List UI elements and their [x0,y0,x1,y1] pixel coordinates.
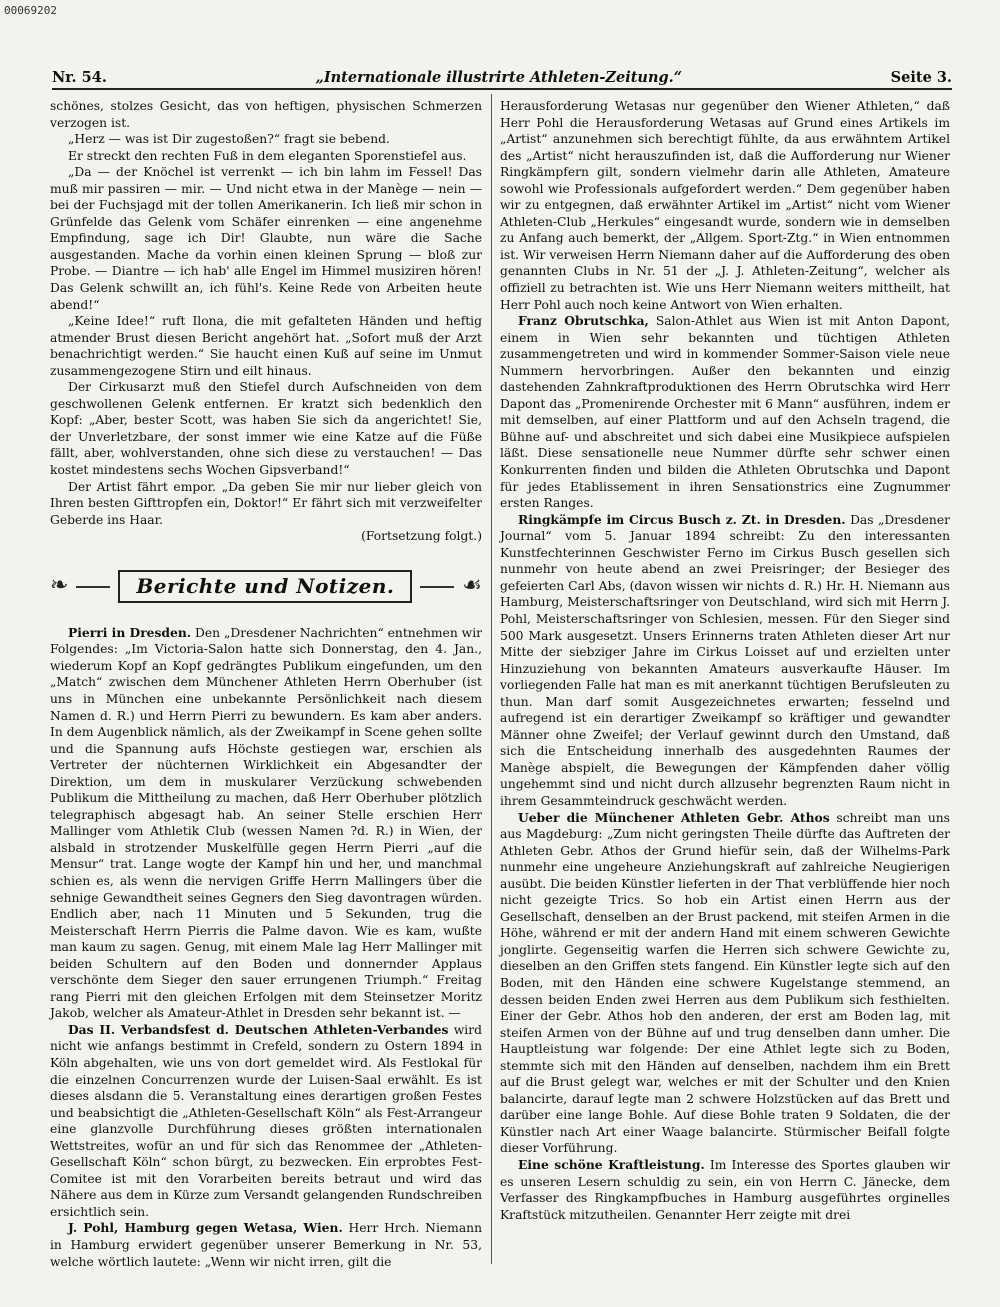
ornament-line [76,586,110,588]
story-paragraph: Der Artist fährt empor. „Da geben Sie mir nur lieber gleich von Ihren besten Gifttropfen ein, Doktor!“ Er fährt sich mit verzweifelter Geberde ins Haar. [50,479,482,527]
ornament-line [420,586,454,588]
right-column [500,98,950,1223]
report-paragraph [50,1022,482,1221]
report-text: Im Interesse des Sportes glauben wir es unseren Lesern schuldig zu sein, ein von Herrn C. Jänecke, dem Verfasser des Ringkampfbuches in Hamburg ausgeführtes orginelles Kraftstück mitzutheilen. Genannter Herr zeigte mit drei [500,1158,951,1222]
continued-note: (Fortsetzung folgt.) [361,529,482,544]
report-heading: Franz Obrutschka, [518,313,649,329]
report-continuation: Herausforderung Wetasas nur gegenüber den Wiener Athleten,“ daß Herr Pohl die Herausforderung Wetasas auf Grund eines Artikels im „Artist“ anzunehmen sich berechtigt fühlte, da aus erwähntem Artikel des „Artist“ nicht herauszufinden ist, daß die Aufforderung nur Wiener Ringkämpfern gilt, sondern vielmehr darin alle Athleten, Amateure sowohl wie Professionals aufgefordert werden.“ Dem gegenüber haben wir zu entgegnen, daß erwähnter Artikel im „Artist“ nicht vom Wiener Athleten-Club „Herkules“ eingesandt wurde, sondern wie in demselben zu Anfang auch bemerkt, der „Allgem. Sport-Ztg.“ in Wien entnommen ist. Wir verweisen Herrn Niemann daher auf die Aufforderung des oben genannten Clubs in Nr. 51 der „J. J. Athleten-Zeitung“, welcher als offiziell zu betrachten ist. Wie uns Herr Niemann weiters mittheilt, hat Herr Pohl auch noch keine Antwort von Wien erhalten. [500,99,950,312]
report-text: Den „Dresdener Nachrichten“ entnehmen wir Folgendes: „Im Victoria-Salon hatte sich Donnerstag, den 4. Jan., wiederum Kopf an Kopf gedrängtes Publikum eingefunden, um den „Match“ zwischen dem Münchener Athleten Herrn Oberhuber (ist uns in München eine unbekannte Persönlichkeit nach diesem Namen d. R.) und Herrn Pierri zu bewundern. Es kam aber anders. In dem Augenblick nämlich, als der Zweikampf in Scene gehen sollte und die Spannung aufs Höchste gestiegen war, erschien als Vertreter der nüchternen Wirklichkeit ein Abgesandter der Direktion, um dem in muskularer Verzückung schwebenden Publikum die Mittheilung zu machen, daß Herr Oberhuber plötzlich telegraphisch abgesagt hab. An seiner Stelle erschien Herr Mallinger vom Athletik Club (wessen Namen ?d. R.) in Wien, der alsbald in strotzender Muskelfülle gegen Herrn Pierri „auf die Mensur“ trat. Lange wogte der Kampf hin und her, und manchmal schien es, als wenn die nervigen Griffe Herrn Mallingers über die sehnige Gewandtheit seines Gegners den Sieg davontragen würden. Endlich aber, nach 11 Minuten und 5 Sekunden, trug die Meisterschaft Herrn Pierris die Palme davon. Wie es kam, wußte man kaum zu sagen. Genug, mit einem Male lag Herr Mallinger mit beiden Schultern auf den Boden und donnernder Applaus verschönte dem Sieger den sauer errungenen Triumph.“ Freitag rang Pierri mit den gleichen Erfolgen mit dem Steinsetzer Moritz Jakob, welcher als Amateur-Athlet in Dresden sehr bekannt ist. — [50,625,483,1021]
report-heading: Pierri in Dresden. [68,624,192,640]
report-heading: J. Pohl, Hamburg gegen Wetasa, Wien. [68,1220,343,1236]
column-divider [491,94,492,1264]
report-text: schreibt man uns aus Magdeburg: „Zum nicht geringsten Theile dürfte das Auftreten der Athleten Gebr. Athos der Grund hiefür sein, daß der Wilhelms-Park nunmehr eine ungeheure Anziehungskraft auf zahlreiche Neugierigen ausübt. Die beiden Künstler lieferten in der That verblüffende hier noch nicht gezeigte Trics. So hob ein Artist einen Herrn aus der Gesellschaft, denselben an der Brust packend, mit steifen Armen in die Höhe, während er mit der andern Hand mit einem schweren Gewichte jonglirte. Gegenseitig warfen die Herren sich schwere Gewichte zu, dieselben an den Griffen stets fangend. Ein Künstler legte sich auf den Boden, mit den Händen eine schwere Kugelstange stemmend, an dessen beiden Enden zwei Herren aus dem Publikum sich festhielten. Einer der Gebr. Athos hob den anderen, der erst am Boden lag, mit steifen Armen von der Bühne auf und trug denselben dann umher. Die Hauptleistung war folgende: Der eine Athlet legte sich zu Boden, stemmte sich mit den Händen auf denselben, nachdem ihm ein Brett auf die Brust gelegt war, welches er mit der Schulter und den Knien balancirte, darauf legte man 2 schwere Holzstücken auf das Brett und darüber eine lange Bohle. Auf diese Bohle traten 9 Soldaten, die der Künstler nach Art einer Waage balancirte. Stürmischer Beifall folgte dieser Vorführung. [500,810,950,1156]
report-paragraph [500,1157,950,1223]
story-paragraph: Er streckt den rechten Fuß in dem eleganten Sporenstiefel aus. [68,148,467,163]
report-heading: Eine schöne Kraftleistung. [518,1157,705,1172]
report-heading: Das II. Verbandsfest d. Deutschen Athleten-Verbandes [68,1021,449,1037]
story-paragraph: „Da — der Knöchel ist verrenkt — ich bin lahm im Fessel! Das muß mir passiren — mir. — Und nicht etwa in der Manège — nein — bei der Fuchsjagd mit der tollen Amerikanerin. Ich ließ mir schon in Grünfelde das Gelenk vom Schäfer einrenken — eine angenehme Empfindung, sage ich Dir! Glaubte, nun wäre die Sache ausgestanden. Mache da vorhin einen kleinen Sprung — bloß zur Probe. — Diantre — ich hab' alle Engel im Himmel musiziren hören! Das Gelenk schwillt an, ich fühl's. Keine Rede von Arbeiten heute abend!“ [50,165,482,312]
story-paragraph: „Keine Idee!“ ruft Ilona, die mit gefalteten Händen und heftig atmender Brust diesen Bericht angehört hat. „Sofort muß der Arzt benachrichtigt werden.“ Sie haucht einen Kuß auf seine im Unmut zusammengezogene Stirn und eilt hinaus. [50,314,482,378]
report-paragraph [500,313,950,512]
scan-id: 00069202 [4,4,57,17]
page-header [52,60,952,90]
report-heading: Ueber die Münchener Athleten Gebr. Athos [518,809,830,825]
ornament-right-icon: ☙ [462,573,482,599]
report-text: Das „Dresdener Journal“ vom 5. Januar 1894 schreibt: Zu den interessanten Kunstfechterinnen Geschwister Ferno im Cirkus Busch gesellen sich nunmehr von heute abend an zwei Preisringer; der Besieger des gefeierten Carl Abs, (davon wissen wir nichts d. R.) Hr. H. Niemann aus Hamburg, Meisterschaftsringer von Deutschland, wird sich mit Herrn J. Pohl, Meisterschaftsringer von Schlesien, messen. Für den Sieger sind 500 Mark ausgesetzt. Unsers Erinnerns traten Athleten dieser Art nur Mitte der siebziger Jahre im Cirkus Loisset auf und erzielten unter Hinzuziehung von bekannten Amateurs ausverkaufte Häuser. Im vorliegenden Falle hat man es mit anerkannt tüchtigen Berufsleuten zu thun. Man darf somit Ausgezeichnetes erwarten; fesselnd und aufregend ist ein derartiger Zweikampf so kräftiger und gewandter Männer ohne Zweifel; der Verlauf gewinnt durch den Umstand, daß sich die Entscheidung innerhalb des ausgedehnten Raumes der Manège abspielt, die Bewegungen der Kämpfenden daher völlig ungehemmt sind und nicht durch allzusehr begrenzten Raum nicht in ihrem Gesammteindruck geschwächt werden. [500,512,950,808]
newspaper-title: „Internationale illustrirte Athleten-Zeitung.“ [315,69,683,86]
section-heading [50,563,482,611]
page-number: Seite 3. [890,69,952,86]
report-text: Salon-Athlet aus Wien ist mit Anton Dapont, einem in Wien sehr bekannten und tüchtigen Athleten zusammengetreten und wird in kommender Sommer-Saison viele neue Nummern hervorbringen. Außer den bekannten und einzig dastehenden Zahnkraftproduktionen des Herrn Obrutschka wird Herr Dapont das „Promenirende Orchester mit 6 Mann“ ausführen, indem er mit demselben, auf einer Plattform und auf den Achseln tragend, die Bühne auf- und abschreitet und sich dabei eine Musikpiece aufspielen läßt. Diese sensationelle neue Nummer dürfte sehr schwer einen Konkurrenten finden und bilden die Athleten Obrutschka und Dapont für jedes Etablissement in ihren Sensationstrics eine Zugnummer ersten Ranges. [500,314,950,511]
report-paragraph [500,512,950,810]
story-paragraph: Der Cirkusarzt muß den Stiefel durch Aufschneiden von dem geschwollenen Gelenk entfernen. Er kratzt sich bedenklich den Kopf: „Aber, bester Scott, was haben Sie sich da angerichtet! Sie, der Unverletzbare, der sonst immer wie eine Katze auf die Füße fällt, aber, wohlverstanden, ohne sich diese zu verstauchen! — Das kostet mindestens sechs Wochen Gipsverband!“ [50,380,482,478]
report-paragraph [50,625,482,1022]
report-paragraph [500,810,950,1157]
ornament-left-icon: ❧ [50,573,69,599]
issue-number: Nr. 54. [52,69,107,86]
report-paragraph [50,1220,482,1270]
report-text: wird nicht wie anfangs bestimmt in Crefeld, sondern zu Ostern 1894 in Köln abgehalten, wie uns von dort gemeldet wird. Als Festlokal für die einzelnen Concurrenzen wurde der Luisen-Saal erwählt. Es ist dieses alsdann die 5. Veranstaltung eines derartigen großen Festes und beabsichtigt die „Athleten-Gesellschaft Köln“ als Fest-Arrangeur eine glanzvolle Durchführung dieses größten internationalen Wettstreites, wofür an und für sich das Renommee der „Athleten-Gesellschaft Köln“ schon bürgt, zu bezwecken. Ein erprobtes Fest-Comitee ist mit den Vorarbeiten bereits betraut und wird das Nähere aus dem in Kürze zum Versandt gelangenden Rundschreiben ersichtlich sein. [50,1022,482,1219]
report-heading: Ringkämpfe im Circus Busch z. Zt. in Dresden. [518,511,846,527]
story-paragraph: „Herz — was ist Dir zugestoßen?“ fragt sie bebend. [68,132,390,147]
report-text: Herr Hrch. Niemann in Hamburg erwidert gegenüber unserer Bemerkung in Nr. 53, welche wörtlich lautete: „Wenn wir nicht irren, gilt die [50,1221,482,1269]
left-column [50,98,482,1270]
story-paragraph: schönes, stolzes Gesicht, das von heftigen, physischen Schmerzen verzogen ist. [50,99,482,130]
section-title: Berichte und Notizen. [118,570,412,603]
